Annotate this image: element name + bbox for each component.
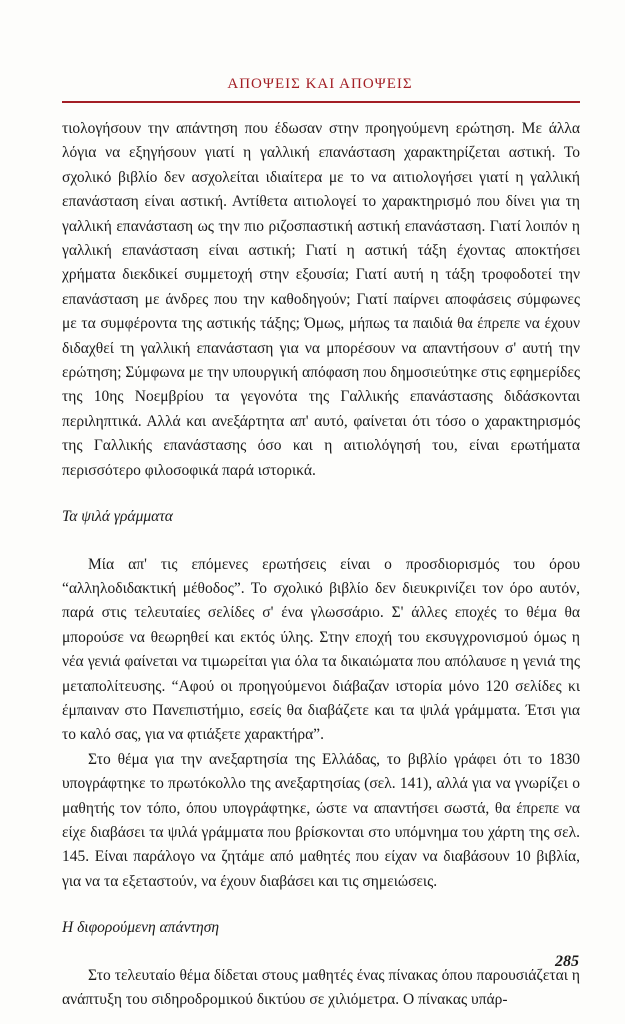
paragraph-continuation: τιολογήσουν την απάντηση που έδωσαν στην προηγούμενη ερώτηση. Με άλλα λόγια να εξηγήσουν γιατί η γαλλική επανάσταση χαρακτηρίζεται αστική. Το σχολικό βιβλίο δεν ασχολείται ιδιαίτερα με το να αιτιολογήσει γιατί η γαλλική επανάσταση είναι αστική. Αντίθετα αιτιολογεί το χαρακτηρισμό που δίνει για τη γαλλική επανάσταση ως την πιο ριζοσπαστική αστική επανάσταση. Γιατί λοιπόν η γαλλική επανάσταση είναι αστική; Γιατί η αστική τάξη έχοντας αποκτήσει χρήματα διεκδικεί συμμετοχή στην εξουσία; Γιατί αυτή η τάξη τροφοδοτεί την επανάσταση με άνδρες που την καθοδηγούν; Γιατί παίρνει αποφάσεις σύμφωνες με τα συμφέροντα της αστικής τάξης; Όμως, μήπως τα παιδιά θα έπρεπε να έχουν διδαχθεί τη γαλλική επανάσταση για να μπορέσουν να απαντήσουν σ' αυτή την ερώτηση; Σύμφωνα με την υπουργική απόφαση που δημοσιεύτηκε στις εφημερίδες της 10ης Νοεμβρίου τα γεγονότα της Γαλλικής επανάστασης διδάσκονται περιληπτικά. Αλλά και ανεξάρτητα απ' αυτό, φαίνεται ότι τόσο ο χαρακτηρισμός της Γαλλικής επανάστασης όσο και η αιτιολόγησή του, είναι ερωτήματα περισσότερο φιλοσοφικά παρά ιστορικά. bbox=[62, 120, 580, 479]
section-heading-ambiguous-answer: Η διφορούμενη απάντηση bbox=[62, 919, 220, 937]
paragraph-railway-table: Στο τελευταίο θέμα δίδεται στους μαθητές ένας πίνακας όπου παρουσιάζεται η ανάπτυξη του σιδηροδρομικού δικτύου σε χιλιόμετρα. Ο πίνακας υπάρ- bbox=[62, 966, 580, 1008]
paragraph-fine-print: Μία απ' τις επόμενες ερωτήσεις είναι ο προσδιορισμός του όρου “αλληλοδιδακτική μέθοδος”. Το σχολικό βιβλίο δεν διευκρινίζει τον όρο αυτόν, παρά στις τελευταίες σελίδες σ' ένα γλωσσάριο. Σ' άλλες εποχές το θέμα θα μπορούσε να θεωρηθεί και εκτός ύλης. Στην εποχή του εκσυγχρονισμού όμως η νέα γενιά φαίνεται να τιμωρείται για όλα τα δικαιώματα που απόλαυσε η γενιά της μεταπολίτευσης. “Αφού οι προηγούμενοι διάβαζαν ιστορία μόνο 120 σελίδες κι έμπαιναν στο Πανεπιστήμιο, εσείς θα διαβάζετε και τα ψιλά γράμματα. Έτσι για το καλό σας, για να φτιάξετε χαρακτήρα”. bbox=[62, 555, 580, 744]
section-heading-fine-print: Τα ψιλά γράμματα bbox=[62, 508, 173, 526]
header-rule bbox=[62, 101, 580, 103]
paragraph-independence: Στο θέμα για την ανεξαρτησία της Ελλάδας, το βιβλίο γράφει ότι το 1830 υπογράφτηκε το πρωτόκολλο της ανεξαρτησίας (σελ. 141), αλλά για να γνωρίζει ο μαθητής τον τόπο, όπου υπογράφτηκε, ώστε να απαντήσει σωστά, θα έπρεπε να είχε διαβάσει τα ψιλά γράμματα που βρίσκονται στο υπόμνημα του χάρτη της σελ. 145. Είναι παράλογο να ζητάμε από μαθητές που είχαν να διαβάσουν 10 βιβλία, για να τα εξεταστούν, να έχουν διαβάσει και τις σημειώσεις. bbox=[62, 750, 580, 890]
running-header: ΑΠΟΨΕΙΣ ΚΑΙ ΑΠΟΨΕΙΣ bbox=[227, 76, 413, 92]
body-text bbox=[62, 117, 580, 1012]
page-number: 285 bbox=[555, 953, 579, 970]
